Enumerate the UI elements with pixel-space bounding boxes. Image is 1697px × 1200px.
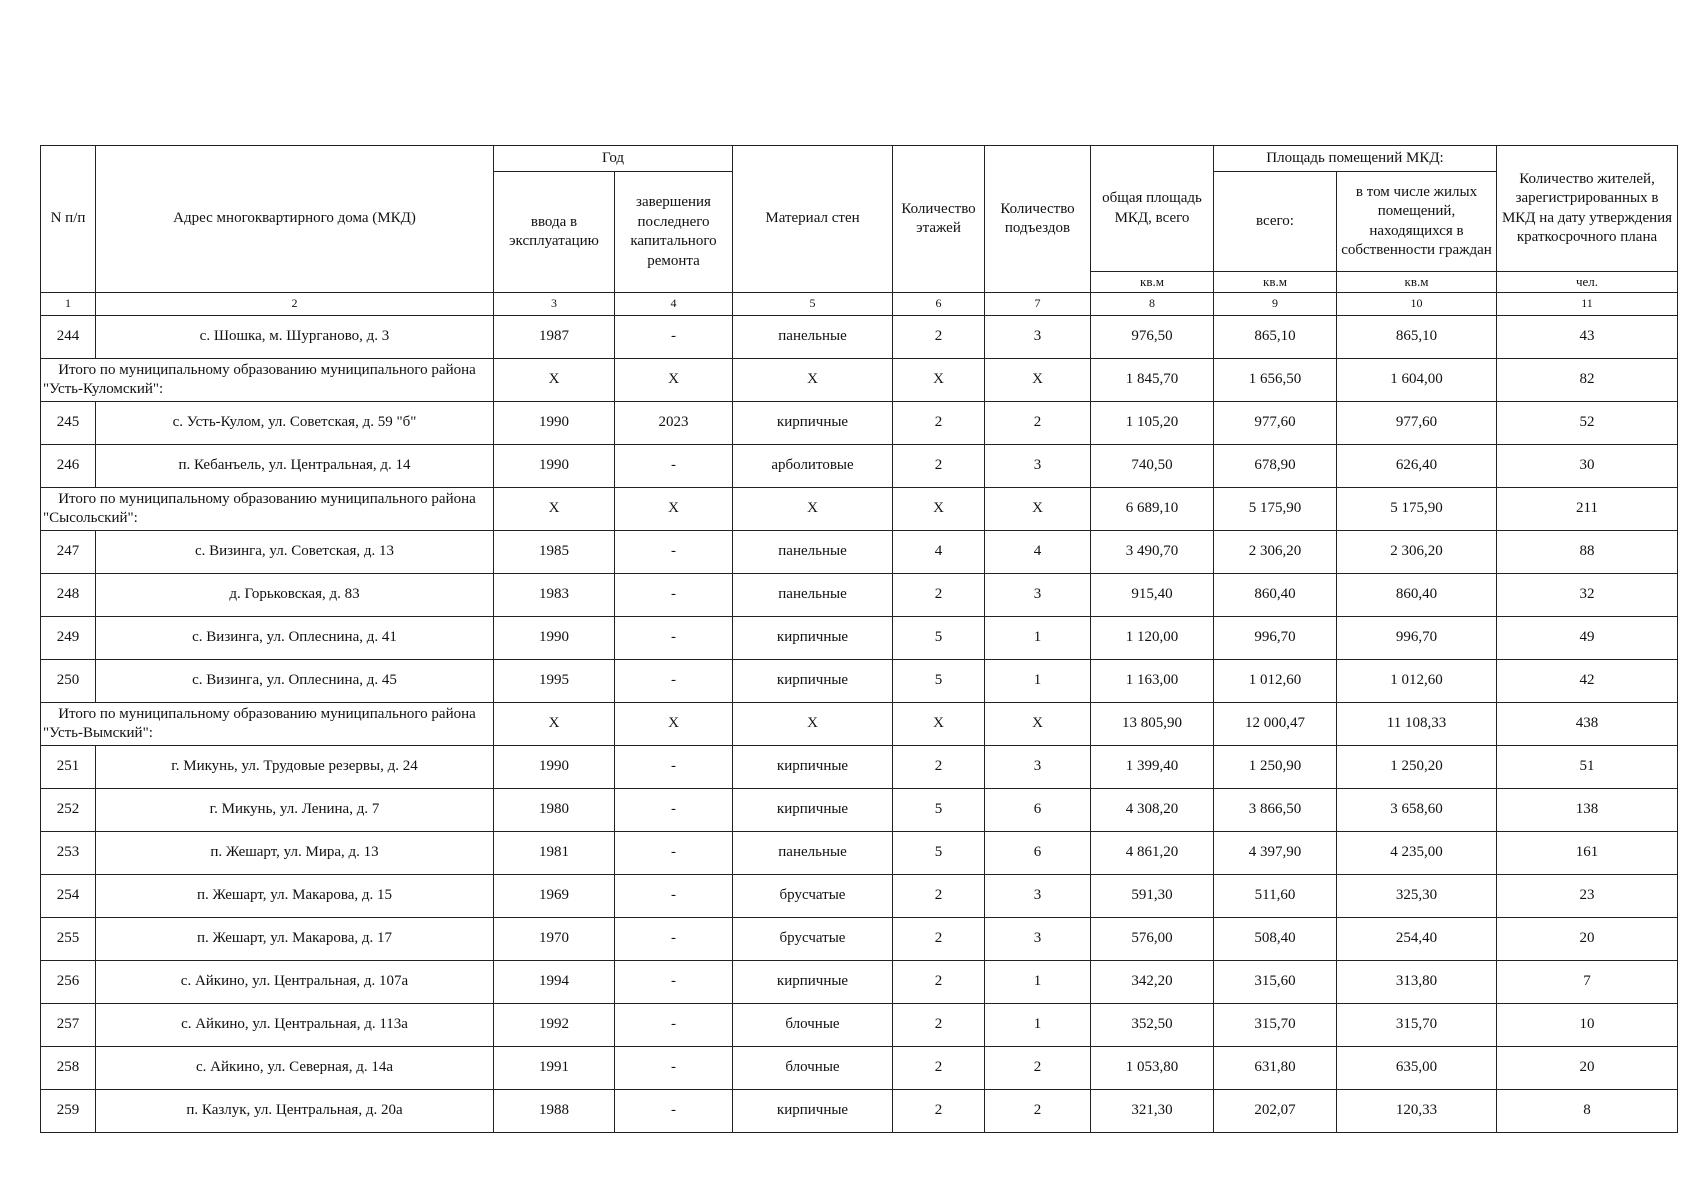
area-private-cell: 254,40 <box>1337 918 1497 961</box>
wall-material-cell: кирпичные <box>733 617 893 660</box>
area-all-cell: 1 012,60 <box>1214 660 1337 703</box>
year-repair-cell: - <box>615 1047 733 1090</box>
address-cell: с. Усть-Кулом, ул. Советская, д. 59 "б" <box>96 402 494 445</box>
floors-cell: 2 <box>893 445 985 488</box>
row-number: 252 <box>41 789 96 832</box>
table-row <box>41 789 1678 832</box>
housing-table <box>40 145 1678 1133</box>
area-all-cell: 996,70 <box>1214 617 1337 660</box>
area-private-cell: 1 012,60 <box>1337 660 1497 703</box>
wall-material-cell: кирпичные <box>733 961 893 1004</box>
col-index: 10 <box>1337 293 1497 316</box>
year-repair-cell: X <box>615 703 733 746</box>
area-all-cell: 5 175,90 <box>1214 488 1337 531</box>
year-repair-cell: - <box>615 918 733 961</box>
entrances-cell: 1 <box>985 660 1091 703</box>
address-cell: п. Жешарт, ул. Макарова, д. 15 <box>96 875 494 918</box>
table-row <box>41 1090 1678 1133</box>
total-area-cell: 1 120,00 <box>1091 617 1214 660</box>
year-commission-cell: X <box>494 703 615 746</box>
entrances-cell: 2 <box>985 402 1091 445</box>
row-number: 251 <box>41 746 96 789</box>
floors-cell: 2 <box>893 1047 985 1090</box>
area-all-cell: 4 397,90 <box>1214 832 1337 875</box>
table-row <box>41 746 1678 789</box>
header-area-private: в том числе жилых помещений, находящихся в собственности граждан <box>1337 172 1497 272</box>
entrances-cell: 1 <box>985 1004 1091 1047</box>
year-repair-cell: - <box>615 617 733 660</box>
header-wall-material: Материал стен <box>733 146 893 293</box>
year-repair-cell: - <box>615 1004 733 1047</box>
area-private-cell: 2 306,20 <box>1337 531 1497 574</box>
floors-cell: 2 <box>893 1090 985 1133</box>
table-row <box>41 961 1678 1004</box>
residents-cell: 438 <box>1497 703 1678 746</box>
year-commission-cell: 1970 <box>494 918 615 961</box>
area-private-cell: 865,10 <box>1337 316 1497 359</box>
residents-cell: 7 <box>1497 961 1678 1004</box>
year-repair-cell: - <box>615 832 733 875</box>
total-area-cell: 740,50 <box>1091 445 1214 488</box>
total-area-cell: 342,20 <box>1091 961 1214 1004</box>
entrances-cell: 1 <box>985 961 1091 1004</box>
floors-cell: 5 <box>893 832 985 875</box>
entrances-cell: 3 <box>985 875 1091 918</box>
table-row <box>41 660 1678 703</box>
floors-cell: 2 <box>893 1004 985 1047</box>
header-year-commission: ввода в эксплуатацию <box>494 172 615 293</box>
residents-cell: 88 <box>1497 531 1678 574</box>
wall-material-cell: кирпичные <box>733 660 893 703</box>
year-commission-cell: 1969 <box>494 875 615 918</box>
row-number: 254 <box>41 875 96 918</box>
table-body <box>41 316 1678 1133</box>
header-num: N п/п <box>41 146 96 293</box>
area-all-cell: 511,60 <box>1214 875 1337 918</box>
year-repair-cell: X <box>615 359 733 402</box>
col-index: 2 <box>96 293 494 316</box>
row-number: 250 <box>41 660 96 703</box>
residents-cell: 211 <box>1497 488 1678 531</box>
wall-material-cell: X <box>733 488 893 531</box>
year-repair-cell: - <box>615 1090 733 1133</box>
total-area-cell: 576,00 <box>1091 918 1214 961</box>
floors-cell: 2 <box>893 875 985 918</box>
header-total-area: общая площадь МКД, всего <box>1091 146 1214 272</box>
residents-cell: 30 <box>1497 445 1678 488</box>
year-repair-cell: - <box>615 746 733 789</box>
col-index: 5 <box>733 293 893 316</box>
header-year-group: Год <box>494 146 733 172</box>
total-area-cell: 1 053,80 <box>1091 1047 1214 1090</box>
table-row <box>41 875 1678 918</box>
year-commission-cell: X <box>494 488 615 531</box>
unit-total-area: кв.м <box>1091 272 1214 293</box>
table-header <box>41 146 1678 316</box>
header-area-group: Площадь помещений МКД: <box>1214 146 1497 172</box>
year-repair-cell: - <box>615 574 733 617</box>
row-number: 256 <box>41 961 96 1004</box>
floors-cell: X <box>893 488 985 531</box>
total-area-cell: 1 163,00 <box>1091 660 1214 703</box>
row-number: 258 <box>41 1047 96 1090</box>
header-year-repair: завершения последнего капитального ремонта <box>615 172 733 293</box>
wall-material-cell: панельные <box>733 316 893 359</box>
area-all-cell: 315,70 <box>1214 1004 1337 1047</box>
year-repair-cell: - <box>615 316 733 359</box>
area-all-cell: 678,90 <box>1214 445 1337 488</box>
total-area-cell: 915,40 <box>1091 574 1214 617</box>
floors-cell: X <box>893 359 985 402</box>
wall-material-cell: арболитовые <box>733 445 893 488</box>
subtotal-label: Итого по муниципальному образованию муниципального района "Усть-Вымский": <box>41 703 494 746</box>
wall-material-cell: блочные <box>733 1047 893 1090</box>
total-area-cell: 13 805,90 <box>1091 703 1214 746</box>
area-all-cell: 977,60 <box>1214 402 1337 445</box>
wall-material-cell: кирпичные <box>733 789 893 832</box>
address-cell: п. Казлук, ул. Центральная, д. 20а <box>96 1090 494 1133</box>
floors-cell: 5 <box>893 789 985 832</box>
residents-cell: 161 <box>1497 832 1678 875</box>
subtotal-row <box>41 359 1678 402</box>
entrances-cell: 3 <box>985 746 1091 789</box>
entrances-cell: 2 <box>985 1090 1091 1133</box>
total-area-cell: 352,50 <box>1091 1004 1214 1047</box>
wall-material-cell: кирпичные <box>733 402 893 445</box>
col-index: 3 <box>494 293 615 316</box>
total-area-cell: 3 490,70 <box>1091 531 1214 574</box>
row-number: 249 <box>41 617 96 660</box>
subtotal-label: Итого по муниципальному образованию муниципального района "Сысольский": <box>41 488 494 531</box>
residents-cell: 43 <box>1497 316 1678 359</box>
col-index: 9 <box>1214 293 1337 316</box>
wall-material-cell: панельные <box>733 574 893 617</box>
address-cell: с. Айкино, ул. Центральная, д. 113а <box>96 1004 494 1047</box>
wall-material-cell: кирпичные <box>733 1090 893 1133</box>
table-row <box>41 316 1678 359</box>
residents-cell: 52 <box>1497 402 1678 445</box>
area-all-cell: 2 306,20 <box>1214 531 1337 574</box>
residents-cell: 10 <box>1497 1004 1678 1047</box>
floors-cell: 2 <box>893 574 985 617</box>
entrances-cell: 3 <box>985 445 1091 488</box>
entrances-cell: 3 <box>985 574 1091 617</box>
header-entrances: Количество подъездов <box>985 146 1091 293</box>
subtotal-label: Итого по муниципальному образованию муниципального района "Усть-Куломский": <box>41 359 494 402</box>
year-commission-cell: 1987 <box>494 316 615 359</box>
col-index: 8 <box>1091 293 1214 316</box>
entrances-cell: 6 <box>985 832 1091 875</box>
table-row <box>41 1047 1678 1090</box>
residents-cell: 20 <box>1497 918 1678 961</box>
area-private-cell: 120,33 <box>1337 1090 1497 1133</box>
address-cell: с. Айкино, ул. Центральная, д. 107а <box>96 961 494 1004</box>
year-commission-cell: 1991 <box>494 1047 615 1090</box>
floors-cell: 2 <box>893 402 985 445</box>
year-repair-cell: 2023 <box>615 402 733 445</box>
area-private-cell: 996,70 <box>1337 617 1497 660</box>
total-area-cell: 591,30 <box>1091 875 1214 918</box>
wall-material-cell: кирпичные <box>733 746 893 789</box>
address-cell: п. Жешарт, ул. Макарова, д. 17 <box>96 918 494 961</box>
row-number: 246 <box>41 445 96 488</box>
area-all-cell: 1 656,50 <box>1214 359 1337 402</box>
total-area-cell: 6 689,10 <box>1091 488 1214 531</box>
wall-material-cell: X <box>733 359 893 402</box>
unit-residents: чел. <box>1497 272 1678 293</box>
entrances-cell: X <box>985 703 1091 746</box>
area-all-cell: 12 000,47 <box>1214 703 1337 746</box>
area-private-cell: 1 604,00 <box>1337 359 1497 402</box>
wall-material-cell: блочные <box>733 1004 893 1047</box>
area-private-cell: 977,60 <box>1337 402 1497 445</box>
column-index-row <box>41 293 1678 316</box>
address-cell: г. Микунь, ул. Ленина, д. 7 <box>96 789 494 832</box>
year-commission-cell: 1995 <box>494 660 615 703</box>
wall-material-cell: панельные <box>733 832 893 875</box>
area-private-cell: 635,00 <box>1337 1047 1497 1090</box>
residents-cell: 8 <box>1497 1090 1678 1133</box>
address-cell: п. Жешарт, ул. Мира, д. 13 <box>96 832 494 875</box>
area-private-cell: 3 658,60 <box>1337 789 1497 832</box>
floors-cell: 2 <box>893 746 985 789</box>
entrances-cell: X <box>985 359 1091 402</box>
row-number: 245 <box>41 402 96 445</box>
header-floors: Количество этажей <box>893 146 985 293</box>
area-all-cell: 1 250,90 <box>1214 746 1337 789</box>
unit-area-private: кв.м <box>1337 272 1497 293</box>
total-area-cell: 976,50 <box>1091 316 1214 359</box>
residents-cell: 42 <box>1497 660 1678 703</box>
residents-cell: 20 <box>1497 1047 1678 1090</box>
wall-material-cell: X <box>733 703 893 746</box>
row-number: 257 <box>41 1004 96 1047</box>
address-cell: г. Микунь, ул. Трудовые резервы, д. 24 <box>96 746 494 789</box>
residents-cell: 23 <box>1497 875 1678 918</box>
residents-cell: 32 <box>1497 574 1678 617</box>
area-private-cell: 11 108,33 <box>1337 703 1497 746</box>
floors-cell: X <box>893 703 985 746</box>
residents-cell: 51 <box>1497 746 1678 789</box>
entrances-cell: 4 <box>985 531 1091 574</box>
wall-material-cell: брусчатые <box>733 918 893 961</box>
area-private-cell: 5 175,90 <box>1337 488 1497 531</box>
address-cell: с. Визинга, ул. Оплеснина, д. 45 <box>96 660 494 703</box>
table-row <box>41 445 1678 488</box>
total-area-cell: 1 105,20 <box>1091 402 1214 445</box>
year-commission-cell: 1990 <box>494 617 615 660</box>
year-repair-cell: - <box>615 961 733 1004</box>
area-private-cell: 313,80 <box>1337 961 1497 1004</box>
area-all-cell: 631,80 <box>1214 1047 1337 1090</box>
wall-material-cell: панельные <box>733 531 893 574</box>
entrances-cell: 6 <box>985 789 1091 832</box>
row-number: 253 <box>41 832 96 875</box>
row-number: 247 <box>41 531 96 574</box>
year-commission-cell: 1980 <box>494 789 615 832</box>
year-commission-cell: 1994 <box>494 961 615 1004</box>
total-area-cell: 321,30 <box>1091 1090 1214 1133</box>
col-index: 11 <box>1497 293 1678 316</box>
table-row <box>41 832 1678 875</box>
area-all-cell: 3 866,50 <box>1214 789 1337 832</box>
entrances-cell: X <box>985 488 1091 531</box>
year-commission-cell: 1988 <box>494 1090 615 1133</box>
header-area-all: всего: <box>1214 172 1337 272</box>
area-private-cell: 1 250,20 <box>1337 746 1497 789</box>
floors-cell: 2 <box>893 961 985 1004</box>
total-area-cell: 1 399,40 <box>1091 746 1214 789</box>
row-number: 255 <box>41 918 96 961</box>
floors-cell: 4 <box>893 531 985 574</box>
entrances-cell: 3 <box>985 316 1091 359</box>
year-commission-cell: 1985 <box>494 531 615 574</box>
address-cell: п. Кебанъель, ул. Центральная, д. 14 <box>96 445 494 488</box>
floors-cell: 5 <box>893 660 985 703</box>
year-repair-cell: - <box>615 789 733 832</box>
col-index: 1 <box>41 293 96 316</box>
total-area-cell: 4 861,20 <box>1091 832 1214 875</box>
address-cell: с. Визинга, ул. Оплеснина, д. 41 <box>96 617 494 660</box>
area-private-cell: 4 235,00 <box>1337 832 1497 875</box>
area-all-cell: 860,40 <box>1214 574 1337 617</box>
col-index: 4 <box>615 293 733 316</box>
year-commission-cell: 1992 <box>494 1004 615 1047</box>
subtotal-row <box>41 703 1678 746</box>
area-all-cell: 865,10 <box>1214 316 1337 359</box>
address-cell: д. Горьковская, д. 83 <box>96 574 494 617</box>
year-commission-cell: 1983 <box>494 574 615 617</box>
col-index: 7 <box>985 293 1091 316</box>
table-row <box>41 402 1678 445</box>
residents-cell: 82 <box>1497 359 1678 402</box>
area-all-cell: 508,40 <box>1214 918 1337 961</box>
area-private-cell: 860,40 <box>1337 574 1497 617</box>
header-residents: Количество жителей, зарегистрированных в МКД на дату утверждения краткосрочного плана <box>1497 146 1678 272</box>
year-commission-cell: 1990 <box>494 402 615 445</box>
address-cell: с. Шошка, м. Шурганово, д. 3 <box>96 316 494 359</box>
area-all-cell: 315,60 <box>1214 961 1337 1004</box>
total-area-cell: 4 308,20 <box>1091 789 1214 832</box>
area-private-cell: 626,40 <box>1337 445 1497 488</box>
entrances-cell: 1 <box>985 617 1091 660</box>
residents-cell: 49 <box>1497 617 1678 660</box>
unit-area-all: кв.м <box>1214 272 1337 293</box>
floors-cell: 2 <box>893 316 985 359</box>
area-private-cell: 325,30 <box>1337 875 1497 918</box>
year-repair-cell: - <box>615 875 733 918</box>
row-number: 244 <box>41 316 96 359</box>
table-row <box>41 1004 1678 1047</box>
floors-cell: 2 <box>893 918 985 961</box>
residents-cell: 138 <box>1497 789 1678 832</box>
area-private-cell: 315,70 <box>1337 1004 1497 1047</box>
year-repair-cell: - <box>615 445 733 488</box>
col-index: 6 <box>893 293 985 316</box>
area-all-cell: 202,07 <box>1214 1090 1337 1133</box>
header-address: Адрес многоквартирного дома (МКД) <box>96 146 494 293</box>
table-row <box>41 918 1678 961</box>
year-commission-cell: 1990 <box>494 445 615 488</box>
year-commission-cell: X <box>494 359 615 402</box>
year-commission-cell: 1990 <box>494 746 615 789</box>
entrances-cell: 3 <box>985 918 1091 961</box>
year-repair-cell: X <box>615 488 733 531</box>
total-area-cell: 1 845,70 <box>1091 359 1214 402</box>
entrances-cell: 2 <box>985 1047 1091 1090</box>
table-row <box>41 531 1678 574</box>
row-number: 259 <box>41 1090 96 1133</box>
wall-material-cell: брусчатые <box>733 875 893 918</box>
subtotal-row <box>41 488 1678 531</box>
table-row <box>41 574 1678 617</box>
year-commission-cell: 1981 <box>494 832 615 875</box>
address-cell: с. Айкино, ул. Северная, д. 14а <box>96 1047 494 1090</box>
floors-cell: 5 <box>893 617 985 660</box>
row-number: 248 <box>41 574 96 617</box>
year-repair-cell: - <box>615 531 733 574</box>
year-repair-cell: - <box>615 660 733 703</box>
address-cell: с. Визинга, ул. Советская, д. 13 <box>96 531 494 574</box>
table-row <box>41 617 1678 660</box>
